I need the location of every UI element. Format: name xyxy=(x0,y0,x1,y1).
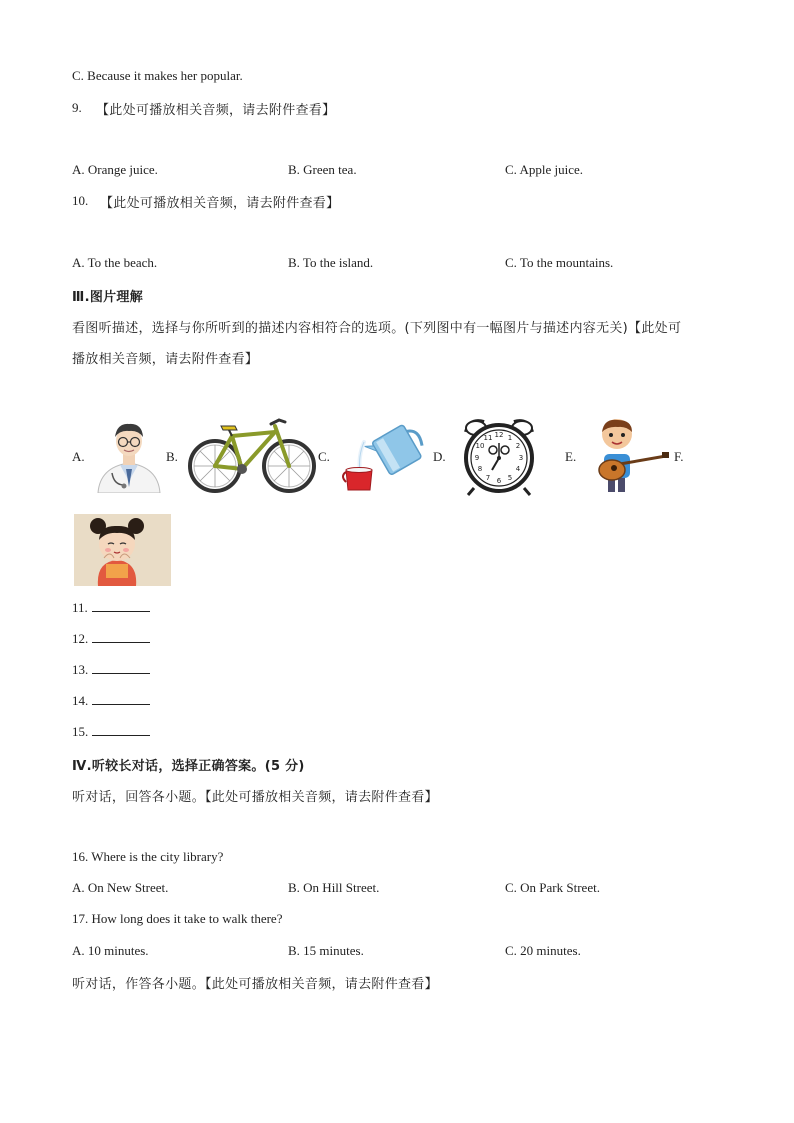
q9-option-c: C. Apple juice. xyxy=(505,162,583,177)
section3-title: Ⅲ.图片理解 xyxy=(72,290,144,305)
alarm-clock-icon xyxy=(456,416,542,496)
blank-line xyxy=(92,693,150,705)
picture-label-f: F. xyxy=(674,449,684,464)
q9-audio-note: 【此处可播放相关音频，请去附件查看】 xyxy=(96,103,336,118)
boy-guitar-icon xyxy=(584,418,670,494)
q17-option-c: C. 20 minutes. xyxy=(505,943,581,958)
q17-option-b: B. 15 minutes. xyxy=(288,943,364,958)
svg-text:8: 8 xyxy=(477,465,483,473)
q10-audio-note: 【此处可播放相关音频，请去附件查看】 xyxy=(100,196,340,211)
q9-option-b: B. Green tea. xyxy=(288,162,357,177)
q10-option-c: C. To the mountains. xyxy=(505,255,614,270)
q10-option-b: B. To the island. xyxy=(288,255,374,270)
section4-dialogue2-note: 听对话，作答各小题。【此处可播放相关音频，请去附件查看】 xyxy=(72,977,438,992)
blank-number: 13. xyxy=(72,662,89,677)
q8-option-c: C. Because it makes her popular. xyxy=(72,68,243,83)
svg-text:9: 9 xyxy=(474,454,480,462)
q9-option-a: A. Orange juice. xyxy=(72,162,158,177)
picture-label-b: B. xyxy=(166,449,178,464)
blank-number: 15. xyxy=(72,724,89,739)
blank-number: 11. xyxy=(72,600,88,615)
pouring-milk-icon xyxy=(338,420,430,492)
answer-blank-11[interactable] xyxy=(72,600,150,616)
svg-text:2: 2 xyxy=(515,442,521,450)
q17-option-a: A. 10 minutes. xyxy=(72,943,149,958)
section4-dialogue1-note: 听对话，回答各小题。【此处可播放相关音频，请去附件查看】 xyxy=(72,790,438,805)
q10-option-a: A. To the beach. xyxy=(72,255,158,270)
q16-option-c: C. On Park Street. xyxy=(505,880,600,895)
q16-option-b: B. On Hill Street. xyxy=(288,880,380,895)
picture-label-c: C. xyxy=(318,449,330,464)
answer-blank-12[interactable] xyxy=(72,631,150,647)
svg-text:12: 12 xyxy=(494,431,504,439)
svg-text:11: 11 xyxy=(483,434,493,442)
section3-instruction-line1: 看图听描述，选择与你所听到的描述内容相符合的选项。(下列图中有一幅图片与描述内容无关)【此处可 xyxy=(72,321,682,336)
svg-text:7: 7 xyxy=(485,474,491,482)
q10-number: 10. xyxy=(72,193,89,208)
blank-line xyxy=(92,724,150,736)
section4-title: Ⅳ.听较长对话，选择正确答案。(5 分) xyxy=(72,759,305,774)
picture-label-a: A. xyxy=(72,449,85,464)
blank-line xyxy=(92,600,150,612)
blank-number: 14. xyxy=(72,693,89,708)
blank-line xyxy=(92,662,150,674)
q9-number: 9. xyxy=(72,100,82,115)
q16-option-a: A. On New Street. xyxy=(72,880,169,895)
svg-text:4: 4 xyxy=(515,465,521,473)
picture-label-d: D. xyxy=(433,449,446,464)
doctor-icon xyxy=(90,415,168,493)
svg-text:3: 3 xyxy=(518,454,524,462)
svg-text:6: 6 xyxy=(496,477,502,485)
svg-text:5: 5 xyxy=(507,474,513,482)
answer-blank-14[interactable] xyxy=(72,693,150,709)
picture-label-e: E. xyxy=(565,449,577,464)
bicycle-icon xyxy=(187,414,317,496)
svg-text:1: 1 xyxy=(507,434,513,442)
answer-blank-15[interactable] xyxy=(72,724,150,740)
q16-question: 16. Where is the city library? xyxy=(72,849,224,864)
blank-line xyxy=(92,631,150,643)
q17-question: 17. How long does it take to walk there? xyxy=(72,911,283,926)
svg-text:10: 10 xyxy=(475,442,485,450)
section3-instruction-line2: 播放相关音频，请去附件查看】 xyxy=(72,352,259,367)
blank-number: 12. xyxy=(72,631,89,646)
girl-icon xyxy=(74,514,171,586)
answer-blank-13[interactable] xyxy=(72,662,150,678)
